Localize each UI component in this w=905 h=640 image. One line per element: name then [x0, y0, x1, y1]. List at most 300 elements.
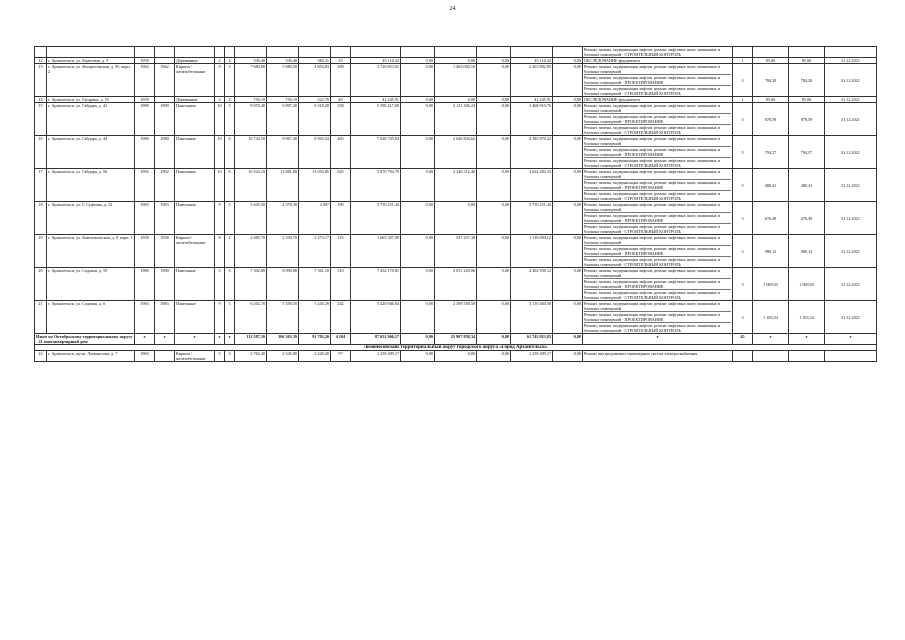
- cell-p: 242: [331, 301, 351, 334]
- cell-a2: 2 545,80: [267, 351, 299, 362]
- total-date: x: [825, 334, 877, 345]
- cell-k1: 3: [733, 301, 753, 334]
- cell-y2: 1980: [155, 268, 175, 301]
- cell-date: 31.12.2021: [825, 58, 877, 64]
- empty-cell: [435, 47, 477, 58]
- cell-e: 6: [225, 169, 235, 202]
- cell-c1: 0,00: [401, 169, 435, 202]
- work-item: Ремонт, замена, модернизация лифтов, ремонт лифтовых шахт, машинных и блочных помещений: [584, 202, 731, 213]
- works-cell: [583, 47, 733, 58]
- cell-y2: 1980: [155, 136, 175, 169]
- cell-k1: 3: [733, 202, 753, 235]
- work-item: Ремонт, замена, модернизация лифтов, ремонт лифтовых шахт, машинных и блочных помещений: [584, 235, 731, 246]
- cell-n: 19: [35, 235, 47, 268]
- cell-p: 465: [331, 136, 351, 169]
- cell-c1: 0,00: [401, 351, 435, 362]
- section-title: Ломоносовский территориальный округ городского округа «Город Архангельск»: [35, 345, 877, 351]
- table-row: [35, 301, 877, 334]
- cell-c1: 0,00: [401, 64, 435, 97]
- cell-k2: 85,06: [753, 58, 789, 64]
- cell-mat: Панельные: [175, 136, 215, 169]
- cell-total: 7 454 178,81: [351, 268, 401, 301]
- cell-c3: 0,00: [477, 103, 511, 136]
- total-f: x: [215, 334, 225, 345]
- cell-a2: 2 330,70: [267, 235, 299, 268]
- cell-f: 9: [215, 202, 225, 235]
- cell-y2: 1958: [155, 235, 175, 268]
- cell-c2: 0,00: [435, 351, 477, 362]
- cell-addr: г. Архангельск, ул. Воскресенская, д. 95, корп. 2: [47, 64, 135, 97]
- cell-c4: 3 750 251,44: [511, 202, 553, 235]
- table-row: [35, 64, 877, 97]
- cell-c5: 0,00: [553, 64, 583, 97]
- cell-c3: 0,00: [477, 301, 511, 334]
- continuation-row: [35, 47, 877, 58]
- cell-c1: 0,00: [401, 97, 435, 103]
- cell-k1: 1: [733, 97, 753, 103]
- cell-e: 3: [225, 351, 235, 362]
- cell-a1: 756,10: [235, 97, 267, 103]
- cell-mat: Панельные: [175, 169, 215, 202]
- cell-total: 5 590 217,00: [351, 103, 401, 136]
- cell-k1: 3: [733, 103, 753, 136]
- cell-c5: 0,00: [553, 169, 583, 202]
- cell-n: 20: [35, 268, 47, 301]
- cell-mat: Панельные: [175, 202, 215, 235]
- cell-a2: 8 090,80: [267, 268, 299, 301]
- work-item: Ремонт, замена, модернизация лифтов, ремонт лифтовых шахт, машинных и блочных помещений - СТРОИТЕЛЬНЫЙ КОНТРОЛЬ: [584, 224, 721, 234]
- cell-f: 10: [215, 136, 225, 169]
- cell-c1: 0,00: [401, 58, 435, 64]
- cell-k1: 3: [733, 235, 753, 268]
- work-item: Ремонт, замена, модернизация лифтов, ремонт лифтовых шахт, машинных и блочных помещений - СТРОИТЕЛЬНЫЙ КОНТРОЛЬ: [584, 257, 721, 267]
- cell-c4: 4 402 958,12: [511, 268, 553, 301]
- cell-a3: 6 318,28: [299, 103, 331, 136]
- cell-c5: 0,00: [553, 235, 583, 268]
- cell-p: 190: [331, 202, 351, 235]
- cell-addr: г. Архангельск, ул. Гагарина, д. 55: [47, 97, 135, 103]
- work-item: Ремонт, замена, модернизация лифтов, ремонт лифтовых шахт, машинных и блочных помещений - СТРОИТЕЛЬНЫЙ КОНТРОЛЬ: [584, 158, 721, 168]
- total-a3: 91 703,20: [299, 334, 331, 345]
- empty-cell: [511, 47, 553, 58]
- cell-y1: 1958: [135, 235, 155, 268]
- cell-e: 2: [225, 58, 235, 64]
- cell-c4: 4 385 870,22: [511, 136, 553, 169]
- cell-addr: г. Архангельск, ул. Садовая, д. 6: [47, 301, 135, 334]
- cell-a3: 4 854,83: [299, 64, 331, 97]
- cell-total: 1 258 409,17: [351, 351, 401, 362]
- cell-c2: 2 309 558,50: [435, 301, 477, 334]
- cell-date: 31.12.2021: [825, 64, 877, 97]
- table-row: [35, 136, 877, 169]
- cell-a2: 530,40: [267, 58, 299, 64]
- cell-e: 3: [225, 64, 235, 97]
- total-a2: 106 363,39: [267, 334, 299, 345]
- work-item: Ремонт, замена, модернизация лифтов, ремонт лифтовых шахт, машинных и блочных помещений - СТРОИТЕЛЬНЫЙ КОНТРОЛЬ: [584, 86, 721, 96]
- cell-y1: 1959: [135, 58, 155, 64]
- cell-n: 14: [35, 97, 47, 103]
- works-cell: [583, 351, 733, 362]
- cell-c3: 0,00: [477, 58, 511, 64]
- cell-k1: 1: [733, 58, 753, 64]
- cell-c4: 2 263 802,85: [511, 64, 553, 97]
- cell-a3: 522,76: [299, 97, 331, 103]
- cell-n: 16: [35, 136, 47, 169]
- cell-mat: Кирпич / железобетонные: [175, 235, 215, 268]
- empty-cell: [753, 351, 789, 362]
- cell-c5: 0,00: [553, 351, 583, 362]
- cell-c4: 3 468 910,76: [511, 103, 553, 136]
- cell-total: 41 245,91: [351, 97, 401, 103]
- cell-k2: 85,06: [753, 97, 789, 103]
- cell-n: 22: [35, 351, 47, 362]
- work-item: Ремонт, замена, модернизация лифтов, ремонт лифтовых шахт, машинных и блочных помещений - ПРОЕКТИРОВАНИЕ: [584, 246, 731, 257]
- cell-c1: 0,00: [401, 103, 435, 136]
- works-cell: [583, 202, 733, 235]
- cell-f: 8: [215, 235, 225, 268]
- cell-date: 31.12.2021: [825, 202, 877, 235]
- cell-k3: 878,59: [789, 103, 825, 136]
- cell-k2: 480,41: [753, 169, 789, 202]
- table-row: [35, 351, 877, 362]
- cell-f: 9: [215, 301, 225, 334]
- cell-mat: Кирпич / железобетонные: [175, 64, 215, 97]
- total-c2: 25 907 058,34: [435, 334, 477, 345]
- cell-y1: 1965: [135, 351, 155, 362]
- cell-e: 1: [225, 235, 235, 268]
- cell-f: 10: [215, 169, 225, 202]
- cell-y2: 1992: [155, 169, 175, 202]
- cell-addr: г. Архангельск, ул. Г. Суфтина, д. 32: [47, 202, 135, 235]
- cell-a1: 8 070,40: [235, 103, 267, 136]
- cell-date: 31.12.2021: [825, 103, 877, 136]
- empty-cell: [753, 47, 789, 58]
- work-item: ОБСЛЕДОВАНИЕ фундамента: [584, 97, 640, 102]
- work-item: Ремонт, замена, модернизация лифтов, ремонт лифтовых шахт, машинных и блочных помещений - СТРОИТЕЛЬНЫЙ КОНТРОЛЬ: [584, 125, 721, 135]
- cell-c1: 0,00: [401, 136, 435, 169]
- cell-a3: 8 503,34: [299, 136, 331, 169]
- table-row: [35, 235, 877, 268]
- cell-k3: 980,12: [789, 235, 825, 268]
- works-cell: [583, 268, 733, 301]
- cell-p: 338: [331, 103, 351, 136]
- empty-cell: [825, 47, 877, 58]
- cell-e: 2: [225, 97, 235, 103]
- cell-c5: 0,00: [553, 301, 583, 334]
- cell-a2: 4 378,30: [267, 202, 299, 235]
- cell-total: 7 026 705,84: [351, 136, 401, 169]
- work-item: Ремонт, замена, модернизация лифтов, ремонт лифтовых шахт, машинных и блочных помещений - ПРОЕКТИРОВАНИЕ: [584, 213, 731, 224]
- work-item: Ремонт, замена, модернизация лифтов, ремонт лифтовых шахт, машинных и блочных помещений: [584, 64, 731, 75]
- empty-cell: [47, 47, 135, 58]
- cell-f: 2: [215, 97, 225, 103]
- work-item: ОБСЛЕДОВАНИЕ фундамента: [584, 58, 640, 63]
- cell-y2: [155, 351, 175, 362]
- cell-c2: 1 463 050,16: [435, 64, 477, 97]
- cell-k3: 480,41: [789, 169, 825, 202]
- cell-c5: 0,00: [553, 103, 583, 136]
- work-item: Ремонт, замена, модернизация лифтов, ремонт лифтовых шахт, машинных и блочных помещений - СТРОИТЕЛЬНЫЙ КОНТРОЛЬ: [584, 47, 721, 57]
- cell-c1: 0,00: [401, 301, 435, 334]
- table-row: [35, 103, 877, 136]
- total-c1: 0,00: [401, 334, 435, 345]
- works-cell: [583, 64, 733, 97]
- empty-cell: [733, 351, 753, 362]
- cell-a1: 7 502,80: [235, 268, 267, 301]
- empty-cell: [155, 47, 175, 58]
- work-item: Ремонт, замена, модернизация лифтов, ремонт лифтовых шахт, машинных и блочных помещений - ПРОЕКТИРОВАНИЕ: [584, 180, 731, 191]
- total-k1: 45: [733, 334, 753, 345]
- works-cell: [583, 103, 733, 136]
- cell-a1: 2 685,70: [235, 235, 267, 268]
- cell-c5: 0,00: [553, 202, 583, 235]
- cell-y1: 1992: [135, 169, 155, 202]
- empty-cell: [135, 47, 155, 58]
- cell-c3: 0,00: [477, 235, 511, 268]
- cell-k3: 676,49: [789, 202, 825, 235]
- work-item: Ремонт, замена, модернизация лифтов, ремонт лифтовых шахт, машинных и блочных помещений - СТРОИТЕЛЬНЫЙ КОНТРОЛЬ: [584, 290, 721, 300]
- cell-n: 17: [35, 169, 47, 202]
- cell-c3: 0,00: [477, 97, 511, 103]
- works-cell: [583, 301, 733, 334]
- cell-c2: 0,00: [435, 202, 477, 235]
- cell-c4: 45 116,42: [511, 58, 553, 64]
- cell-y2: 1983: [155, 202, 175, 235]
- cell-a2: 5 680,50: [267, 64, 299, 97]
- work-item: Ремонт, замена, модернизация лифтов, ремонт лифтовых шахт, машинных и блочных помещений - ПРОЕКТИРОВАНИЕ: [584, 279, 731, 290]
- cell-date: 31.12.2021: [825, 268, 877, 301]
- cell-n: 21: [35, 301, 47, 334]
- cell-e: 5: [225, 103, 235, 136]
- work-item: Ремонт, замена, модернизация лифтов, ремонт лифтовых шахт, машинных и блочных помещений: [584, 268, 731, 279]
- cell-c3: 0,00: [477, 136, 511, 169]
- cell-a3: 2 220,20: [299, 351, 331, 362]
- total-mat: x: [175, 334, 215, 345]
- cell-a2: 756,10: [267, 97, 299, 103]
- works-cell: [583, 136, 733, 169]
- cell-k2: 878,59: [753, 103, 789, 136]
- cell-a3: 5 240,29: [299, 301, 331, 334]
- table-row: [35, 268, 877, 301]
- cell-c5: 0,00: [553, 58, 583, 64]
- work-item: Ремонт, замена, модернизация лифтов, ремонт лифтовых шахт, машинных и блочных помещений - ПРОЕКТИРОВАНИЕ: [584, 114, 731, 125]
- cell-k2: 1 069,03: [753, 268, 789, 301]
- cell-y1: 1989: [135, 103, 155, 136]
- cell-total: 5 420 946,04: [351, 301, 401, 334]
- cell-c5: 0,00: [553, 268, 583, 301]
- cell-date: 31.12.2021: [825, 235, 877, 268]
- cell-a2: 6 897,20: [267, 103, 299, 136]
- cell-c3: 0,00: [477, 351, 511, 362]
- cell-date: 31.12.2021: [825, 136, 877, 169]
- cell-mat: Кирпич / железобетонные: [175, 351, 215, 362]
- empty-cell: [477, 47, 511, 58]
- cell-addr: г. Архангельск, ул. Комсомольская, д. 9, корп. 1: [47, 235, 135, 268]
- total-y1: x: [135, 334, 155, 345]
- cell-mat: Деревянные: [175, 97, 215, 103]
- cell-y1: 1983: [135, 301, 155, 334]
- cell-a1: 7 680,80: [235, 64, 267, 97]
- total-works: x: [583, 334, 733, 345]
- cell-y1: 1962: [135, 64, 155, 97]
- total-p: 4 104: [331, 334, 351, 345]
- cell-date: 31.12.2021: [825, 301, 877, 334]
- cell-p: 310: [331, 268, 351, 301]
- cell-addr: г. Архангельск, ул. Садовая, д. 59: [47, 268, 135, 301]
- cell-c1: 0,00: [401, 202, 435, 235]
- empty-cell: [235, 47, 267, 58]
- empty-cell: [733, 47, 753, 58]
- cell-e: 6: [225, 136, 235, 169]
- work-item: Ремонт внутридомовых инженерных систем электроснабжения: [584, 351, 698, 356]
- empty-cell: [351, 47, 401, 58]
- cell-k1: 5: [733, 136, 753, 169]
- cell-addr: г. Архангельск, ул. Гайдара, д. 42: [47, 103, 135, 136]
- cell-a3: 4 097: [299, 202, 331, 235]
- cell-c2: 0,00: [435, 58, 477, 64]
- cell-k1: 5: [733, 169, 753, 202]
- empty-cell: [789, 351, 825, 362]
- cell-c2: 0,00: [435, 97, 477, 103]
- cell-y2: 1989: [155, 103, 175, 136]
- cell-a3: 7 561,10: [299, 268, 331, 301]
- cell-c2: 2 246 512,46: [435, 169, 477, 202]
- cell-k2: 1 183,34: [753, 301, 789, 334]
- cell-p: 25: [331, 58, 351, 64]
- cell-k2: 676,49: [753, 202, 789, 235]
- total-c3: 0,00: [477, 334, 511, 345]
- cell-a1: 5 645,50: [235, 202, 267, 235]
- cell-c3: 0,00: [477, 268, 511, 301]
- cell-total: 3 750 251,44: [351, 202, 401, 235]
- cell-date: 31.12.2021: [825, 169, 877, 202]
- cell-f: 5: [215, 268, 225, 301]
- work-item: Ремонт, замена, модернизация лифтов, ремонт лифтовых шахт, машинных и блочных помещений: [584, 103, 731, 114]
- cell-n: 18: [35, 202, 47, 235]
- cell-k2: 794,57: [753, 136, 789, 169]
- cell-addr: г. Архангельск, пр-кт. Ломоносова, д. 7: [47, 351, 135, 362]
- cell-c2: 2 121 306,24: [435, 103, 477, 136]
- cell-total: 45 116,42: [351, 58, 401, 64]
- cell-f: 5: [215, 351, 225, 362]
- cell-c4: 3 624 282,33: [511, 169, 553, 202]
- total-y2: x: [155, 334, 175, 345]
- cell-a2: 13 881,80: [267, 169, 299, 202]
- cell-p: 625: [331, 169, 351, 202]
- total-k3: x: [789, 334, 825, 345]
- cell-y1: 1980: [135, 136, 155, 169]
- cell-p: 97: [331, 351, 351, 362]
- cell-a3: 384,31: [299, 58, 331, 64]
- empty-cell: [825, 351, 877, 362]
- empty-cell: [299, 47, 331, 58]
- cell-a1: 10 744,50: [235, 136, 267, 169]
- cell-c4: 1 116 050,12: [511, 235, 553, 268]
- cell-a1: 2 762,40: [235, 351, 267, 362]
- cell-c5: 0,00: [553, 97, 583, 103]
- empty-cell: [215, 47, 225, 58]
- total-a1: 112 587,30: [235, 334, 267, 345]
- empty-cell: [553, 47, 583, 58]
- cell-e: 3: [225, 202, 235, 235]
- cell-p: 125: [331, 235, 351, 268]
- cell-a1: 16 524,10: [235, 169, 267, 202]
- cell-k3: 85,06: [789, 58, 825, 64]
- total-c4: 61 745 923,83: [511, 334, 553, 345]
- empty-cell: [331, 47, 351, 58]
- cell-c4: 1 258 409,17: [511, 351, 553, 362]
- cell-k3: 784,20: [789, 64, 825, 97]
- work-item: Ремонт, замена, модернизация лифтов, ремонт лифтовых шахт, машинных и блочных помещений: [584, 301, 731, 312]
- cell-y1: 1983: [135, 202, 155, 235]
- table-row: [35, 202, 877, 235]
- empty-cell: [175, 47, 215, 58]
- cell-total: 1 663 307,99: [351, 235, 401, 268]
- empty-cell: [789, 47, 825, 58]
- total-total: 87 652 966,17: [351, 334, 401, 345]
- work-item: Ремонт, замена, модернизация лифтов, ремонт лифтовых шахт, машинных и блочных помещений - ПРОЕКТИРОВАНИЕ: [584, 312, 731, 323]
- cell-n: 15: [35, 103, 47, 136]
- cell-f: 9: [215, 64, 225, 97]
- cell-addr: г. Архангельск, ул. Гайдара, д. 44: [47, 136, 135, 169]
- cell-a3: 13 054,85: [299, 169, 331, 202]
- cell-mat: Панельные: [175, 103, 215, 136]
- capital-repair-table: [34, 46, 877, 362]
- works-cell: [583, 169, 733, 202]
- cell-e: 4: [225, 268, 235, 301]
- work-item: Ремонт, замена, модернизация лифтов, ремонт лифтовых шахт, машинных и блочных помещений - ПРОЕКТИРОВАНИЕ: [584, 147, 731, 158]
- cell-date: 31.12.2021: [825, 97, 877, 103]
- empty-cell: [401, 47, 435, 58]
- empty-cell: [267, 47, 299, 58]
- cell-k2: 980,12: [753, 235, 789, 268]
- cell-k3: 1 069,03: [789, 268, 825, 301]
- cell-k2: 784,20: [753, 64, 789, 97]
- total-row: [35, 334, 877, 345]
- cell-y2: 1962: [155, 64, 175, 97]
- cell-k1: 3: [733, 64, 753, 97]
- table-row: [35, 169, 877, 202]
- cell-a1: 6 202,70: [235, 301, 267, 334]
- empty-cell: [225, 47, 235, 58]
- total-e: x: [225, 334, 235, 345]
- cell-total: 3 726 853,01: [351, 64, 401, 97]
- work-item: Ремонт, замена, модернизация лифтов, ремонт лифтовых шахт, машинных и блочных помещений: [584, 136, 731, 147]
- cell-c5: 0,00: [553, 136, 583, 169]
- cell-k1: 3: [733, 268, 753, 301]
- work-item: Ремонт, замена, модернизация лифтов, ремонт лифтовых шахт, машинных и блочных помещений: [584, 169, 731, 180]
- cell-c1: 0,00: [401, 268, 435, 301]
- cell-c2: 3 051 220,06: [435, 268, 477, 301]
- works-cell: [583, 235, 733, 268]
- cell-a2: 9 067,40: [267, 136, 299, 169]
- cell-k3: 1 183,34: [789, 301, 825, 334]
- empty-cell: [35, 47, 47, 58]
- cell-c3: 0,00: [477, 169, 511, 202]
- cell-k3: 794,57: [789, 136, 825, 169]
- cell-p: 309: [331, 64, 351, 97]
- work-item: Ремонт, замена, модернизация лифтов, ремонт лифтовых шахт, машинных и блочных помещений - СТРОИТЕЛЬНЫЙ КОНТРОЛЬ: [584, 191, 721, 201]
- cell-f: 2: [215, 58, 225, 64]
- cell-addr: г. Архангельск, ул. Гайдара, д. 56: [47, 169, 135, 202]
- cell-mat: Панельные: [175, 268, 215, 301]
- cell-c3: 0,00: [477, 64, 511, 97]
- cell-y1: 1959: [135, 97, 155, 103]
- cell-total: 5 870 794,79: [351, 169, 401, 202]
- cell-mat: Деревянные: [175, 58, 215, 64]
- cell-k3: 85,06: [789, 97, 825, 103]
- cell-c4: 41 245,91: [511, 97, 553, 103]
